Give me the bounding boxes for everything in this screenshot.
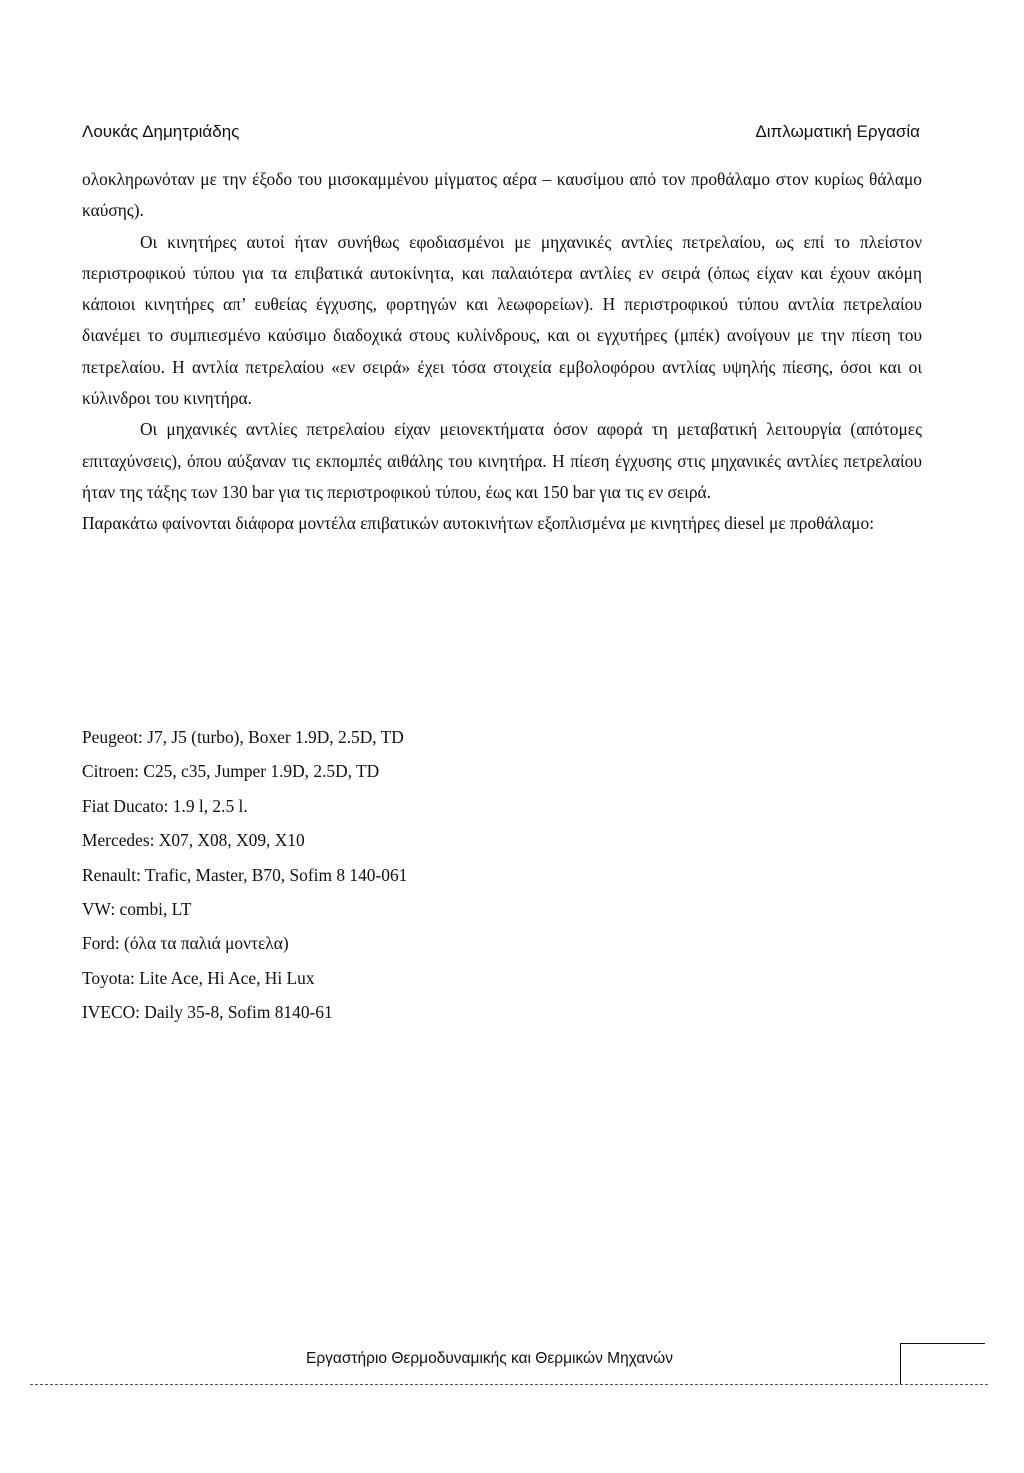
header-document-type: Διπλωματική Εργασία xyxy=(755,122,920,141)
footer-page-box xyxy=(900,1343,985,1384)
paragraph-models-intro: Παρακάτω φαίνονται διάφορα μοντέλα επιβατικών αυτοκινήτων εξοπλισμένα με κινητήρες diesel με προθάλαμο: xyxy=(82,513,875,534)
footer-lab-name: Εργαστήριο Θερμοδυναμικής και Θερμικών Μηχανών xyxy=(306,1350,673,1367)
paragraph-pump-disadvantages: Οι μηχανικές αντλίες πετρελαίου είχαν μειονεκτήματα όσον αφορά τη μεταβατική λειτουργία (απότομες επιταχύνσεις), όπου αύξαναν τις εκπομπές αιθάλης του κινητήρα. Η πίεση έγχυσης στις μηχανικές αντλίες πετρελαίου ήταν της τάξης των 130 bar για τις περιστροφικού τύπου, έως και 150 bar για τις εν σειρά. xyxy=(82,419,922,502)
paragraph-fuel-pumps: Οι κινητήρες αυτοί ήταν συνήθως εφοδιασμένοι με μηχανικές αντλίες πετρελαίου, ως επί το πλείστον περιστροφικού τύπου για τα επιβατικά αυτοκίνητα, και παλαιότερα αντλίες εν σειρά (όπως είχαν και έχουν ακόμη κάποιοι κινητήρες απ’ ευθείας έγχυσης, φορτηγών και λεωφορείων). Η περιστροφικού τύπου αντλία πετρελαίου διανέμει το συμπιεσμένο καύσιμο διαδοχικά στους κυλίνδρους, και οι εγχυτήρες (μπέκ) ανοίγουν με την πίεση του πετρελαίου. Η αντλία πετρελαίου «εν σειρά» έχει τόσα στοιχεία εμβολοφόρου αντλίας υψηλής πίεσης, όσοι και οι κύλινδροι του κινητήρα. xyxy=(82,231,922,409)
list-item: Mercedes: X07, X08, X09, X10 xyxy=(82,830,305,851)
list-item: Fiat Ducato: 1.9 l, 2.5 l. xyxy=(82,795,248,816)
list-item: VW: combi, LT xyxy=(82,899,192,920)
header-author: Λουκάς Δημητριάδης xyxy=(82,122,240,141)
list-item: Peugeot: J7, J5 (turbo), Boxer 1.9D, 2.5D, TD xyxy=(82,727,404,747)
page-header xyxy=(82,122,920,150)
body-text xyxy=(82,164,922,540)
models-list xyxy=(82,720,407,1030)
list-item: Renault: Trafic, Master, B70, Sofim 8 140-061 xyxy=(82,864,408,885)
footer-divider xyxy=(30,1384,988,1385)
list-item: IVECO: Daily 35-8, Sofim 8140-61 xyxy=(82,1002,333,1023)
list-item: Ford: (όλα τα παλιά μοντελα) xyxy=(82,933,289,954)
list-item: Citroen: C25, c35, Jumper 1.9D, 2.5D, TD xyxy=(82,761,380,782)
paragraph-continuation: ολοκληρωνόταν με την έξοδο του μισοκαμμένου μίγματος αέρα – καυσίμου από τον προθάλαμο στον κυρίως θάλαμο καύσης). xyxy=(82,169,922,221)
list-item: Toyota: Lite Ace, Hi Ace, Hi Lux xyxy=(82,967,315,988)
